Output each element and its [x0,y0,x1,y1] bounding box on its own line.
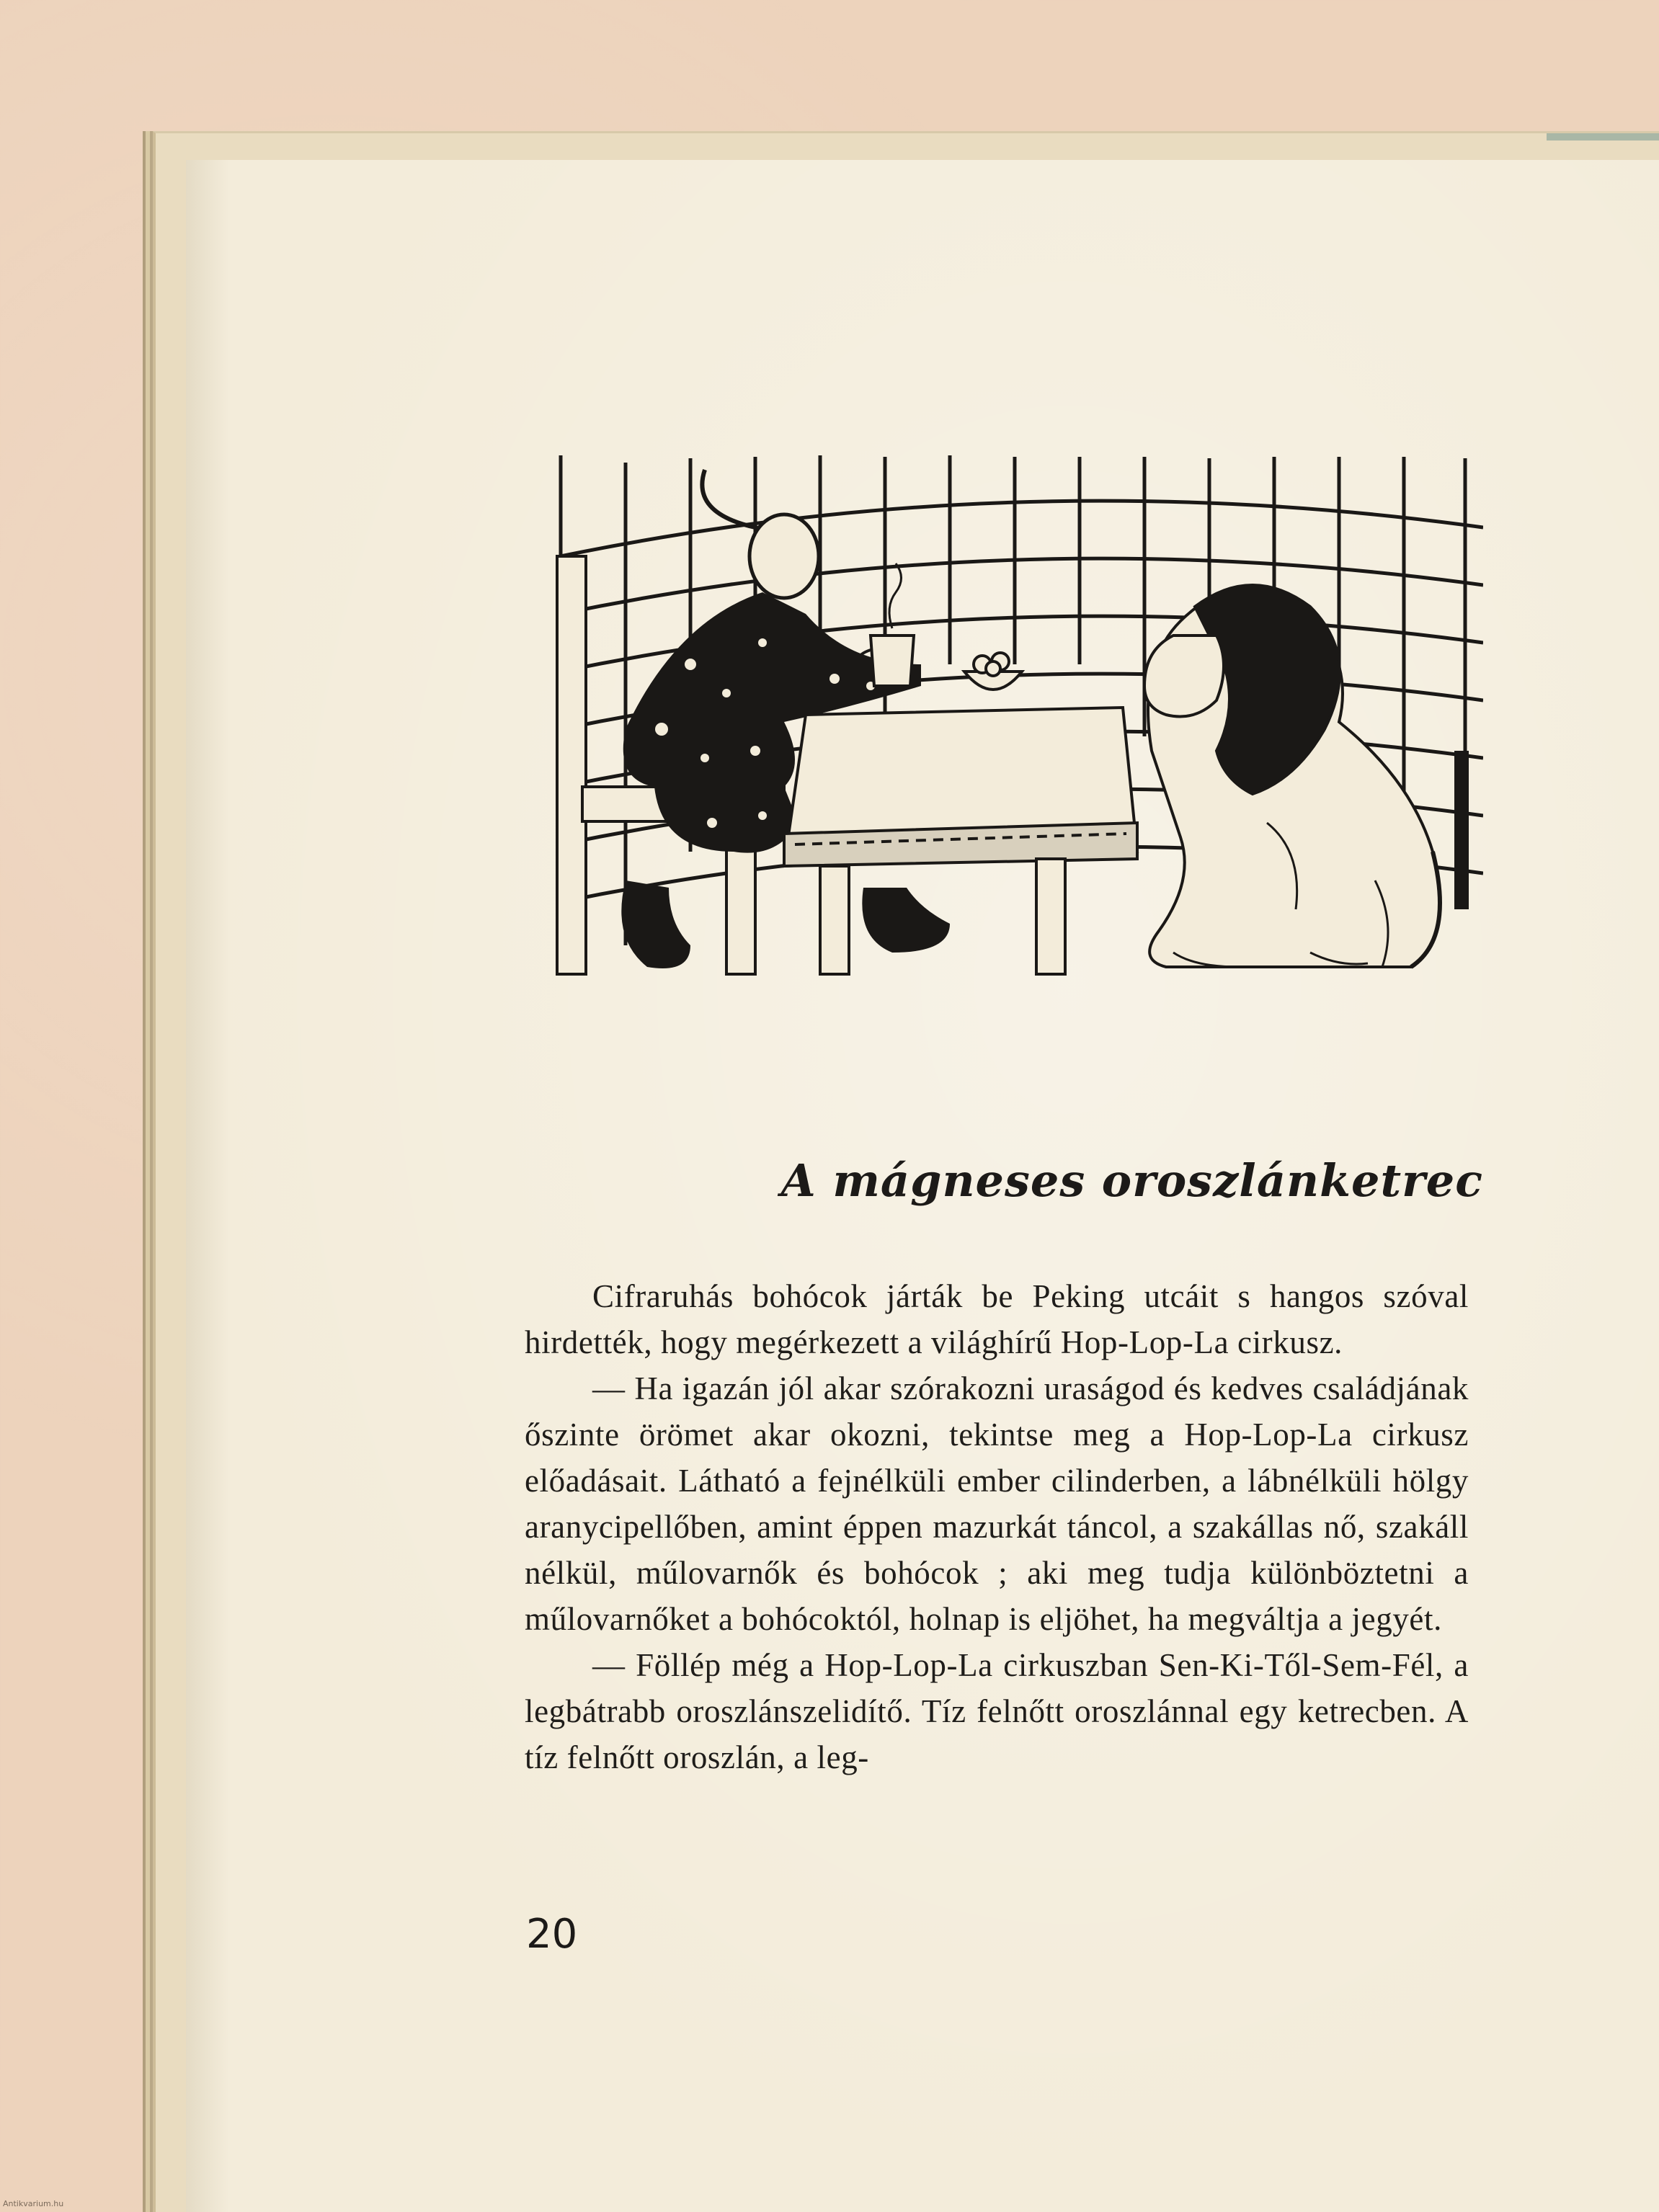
cage-door-bar [1454,751,1469,909]
lion [1144,585,1440,967]
watermark: Antikvarium.hu [3,2199,64,2208]
paragraph-2: — Ha igazán jól akar szórakozni uraságod és kedves családjának őszinte örömet akar okozni, tekintse meg a Hop-Lop-La cirkusz előadásait. Látható a fejnélküli ember cilinderben, a lábnélküli hölgy aranycipellőben, amint éppen mazurkát táncol, a szakállas nő, szakáll nélkül, műlovarnők és bohócok ; aki meg tudja különböztetni a műlovarnőket a bohócoktól, holnap is eljöhet, ha megváltja a jegyét. [525,1370,1469,1637]
table [784,708,1137,974]
paragraph-1: Cifraruhás bohócok járták be Peking utcáit s hangos szóval hirdették, hogy megérkezett a világhírű Hop-Lop-La cirkusz. [525,1278,1469,1360]
cover-edge [1547,133,1659,141]
lion-tea-illustration [546,448,1483,996]
chapter-body [525,1273,1469,1780]
book-page [186,160,1659,2212]
page-number: 20 [526,1911,578,1958]
book [153,131,1659,2212]
paragraph-3: — Föllép még a Hop-Lop-La cirkuszban Sen-Ki-Től-Sem-Fél, a legbátrabb oroszlánszelidítő. Tíz felnőtt oroszlánnal egy ketrecben. A tíz felnőtt oroszlán, a leg- [525,1647,1469,1775]
chapter-title: A mágneses oroszlánketrec [780,1154,1483,1207]
